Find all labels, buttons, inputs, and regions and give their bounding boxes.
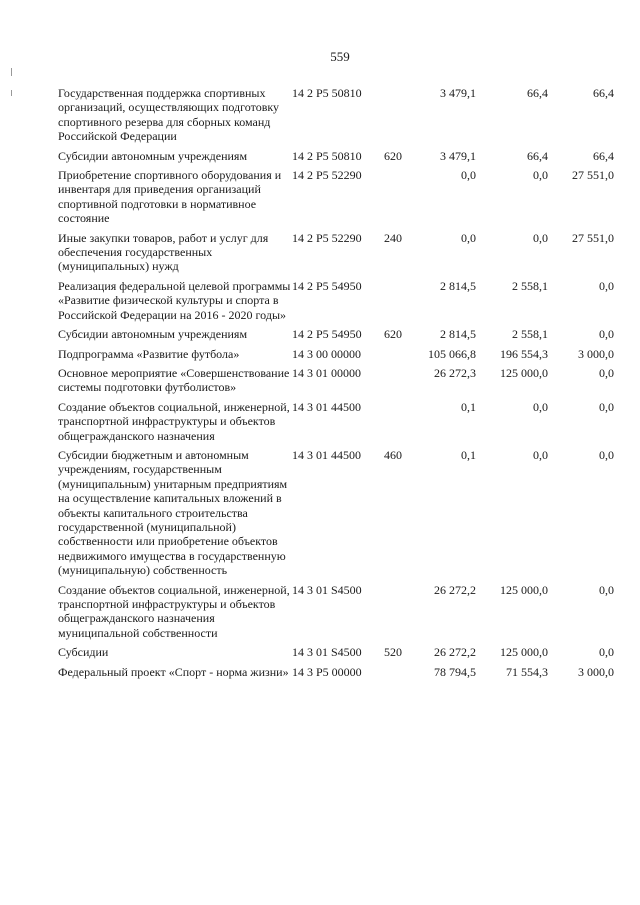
row-code: 14 2 P5 50810 [292,86,362,100]
row-name: Иные закупки товаров, работ и услуг для обеспечения государственных (муниципальных) нужд [58,230,269,274]
row-name: Приобретение спортивного оборудования и инвентаря для приведения организаций спортивной подготовки в нормативное состояние [58,168,282,226]
row-expense-type: 460 [384,447,402,462]
page-number: 559 [330,49,350,64]
row-name: Создание объектов социальной, инженерной, транспортной инфраструктуры и объектов общегражданского назначения муниципальной собственности [58,582,290,640]
row-code: 14 2 P5 52290 [292,168,362,183]
row-name: Субсидии автономным учреждениям [58,327,248,342]
row-name: Государственная поддержка спортивных организаций, осуществляющих подготовку спортивного резерва для сборных команд Российской Федерации [58,86,280,144]
row-name: Федеральный проект «Спорт - норма жизни» [58,664,289,679]
row-value-3: 0,0 [599,645,614,660]
row-expense-type: 620 [384,148,402,163]
row-value-3: 0,0 [599,399,614,414]
row-code: 14 3 01 44500 [292,447,361,462]
row-value-1: 0,0 [461,168,476,183]
row-name: Основное мероприятие «Совершенствование системы подготовки футболистов» [58,365,290,395]
row-name: Создание объектов социальной, инженерной, транспортной инфраструктуры и объектов общегражданского назначения [58,399,290,443]
margin-mark [11,68,12,76]
row-value-2: 2 558,1 [512,327,548,342]
row-value-2: 0,0 [533,447,548,462]
row-value-2: 71 554,3 [506,664,548,679]
row-value-3: 66,4 [593,86,614,100]
table-row [58,400,614,448]
row-code: 14 2 P5 54950 [292,278,362,293]
table-row [58,327,614,346]
row-name: Субсидии автономным учреждениям [58,148,248,163]
row-expense-type [384,583,410,646]
row-value-2: 196 554,3 [500,346,548,361]
table-row [58,347,614,366]
row-expense-type [384,366,410,400]
table-row [58,279,614,327]
row-expense-type [384,347,410,366]
row-expense-type: 620 [384,327,402,342]
row-value-2: 0,0 [533,168,548,183]
table-row [58,448,614,583]
row-value-1: 26 272,2 [434,645,476,660]
row-expense-type [384,86,410,149]
row-value-2: 0,0 [533,230,548,245]
table-row [58,665,614,679]
table-row [58,645,614,664]
row-value-2: 2 558,1 [512,278,548,293]
table-row [58,366,614,400]
row-value-1: 3 479,1 [440,148,476,163]
row-value-3: 3 000,0 [578,346,614,361]
row-value-1: 0,1 [461,447,476,462]
table-row [58,86,614,149]
row-code: 14 2 P5 52290 [292,230,362,245]
row-code: 14 3 01 44500 [292,399,361,414]
row-code: 14 3 P5 00000 [292,664,362,679]
row-code: 14 3 01 S4500 [292,645,362,660]
row-value-2: 66,4 [527,148,548,163]
row-code: 14 3 01 00000 [292,365,361,380]
row-code: 14 3 00 00000 [292,346,361,361]
budget-table [58,86,614,679]
row-expense-type: 520 [384,645,402,660]
row-expense-type [384,279,410,327]
row-value-1: 78 794,5 [434,664,476,679]
row-value-3: 0,0 [599,327,614,342]
row-value-2: 0,0 [533,399,548,414]
row-expense-type [384,168,410,231]
row-value-3: 0,0 [599,278,614,293]
row-value-1: 3 479,1 [440,86,476,100]
row-value-3: 66,4 [593,148,614,163]
row-value-1: 105 066,8 [428,346,476,361]
row-value-1: 26 272,2 [434,582,476,597]
row-expense-type: 240 [384,230,402,245]
table-row [58,231,614,279]
row-value-2: 125 000,0 [500,365,548,380]
row-value-3: 0,0 [599,365,614,380]
row-value-1: 2 814,5 [440,278,476,293]
row-value-3: 27 551,0 [572,230,614,245]
row-value-2: 125 000,0 [500,582,548,597]
row-value-2: 125 000,0 [500,645,548,660]
row-value-3: 27 551,0 [572,168,614,183]
row-value-2: 66,4 [527,86,548,100]
row-value-1: 0,0 [461,230,476,245]
row-name: Подпрограмма «Развитие футбола» [58,346,240,361]
row-value-3: 3 000,0 [578,664,614,679]
margin-mark [11,90,12,96]
row-name: Субсидии бюджетным и автономным учреждениям, государственным (муниципальным) унитарным предприятиям на осуществление капитальных вложений в объекты капитального строительства государственной (муниципальной) собственности или приобретение объектов недвижимого имущества в государственную (муниципальную) собственность [58,447,288,578]
table-row [58,149,614,168]
row-name: Субсидии [58,645,109,660]
row-value-3: 0,0 [599,582,614,597]
row-expense-type [384,400,410,448]
row-value-3: 0,0 [599,447,614,462]
row-value-1: 0,1 [461,399,476,414]
table-row [58,583,614,646]
row-code: 14 2 P5 50810 [292,148,362,163]
row-expense-type [384,665,410,679]
row-code: 14 2 P5 54950 [292,327,362,342]
row-value-1: 2 814,5 [440,327,476,342]
table-row [58,168,614,231]
row-value-1: 26 272,3 [434,365,476,380]
row-code: 14 3 01 S4500 [292,582,362,597]
row-name: Реализация федеральной целевой программы «Развитие физической культуры и спорта в Российской Федерации на 2016 - 2020 годы» [58,278,291,322]
